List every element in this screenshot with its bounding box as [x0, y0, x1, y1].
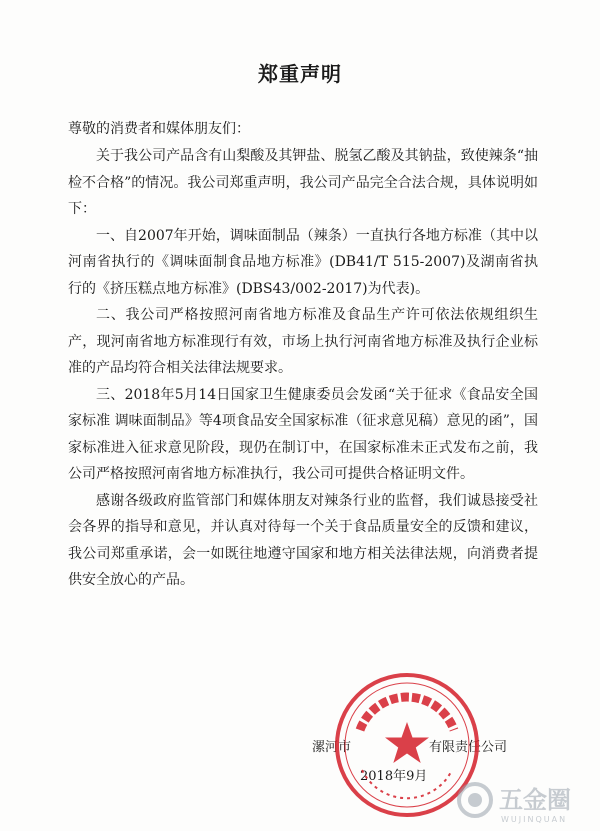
watermark-logo-icon — [455, 778, 595, 826]
paragraph-closing: 感谢各级政府监管部门和媒体朋友对辣条行业的监督，我们诚恳接受社会各界的指导和意见，并认真对待每一个关于食品质量安全的反馈和建议，我公司郑重承诺，会一如既往地遵守国家和地方相关法律法规，向消费者提供安全放心的产品。 — [68, 492, 538, 588]
paragraph-point-2: 二、我公司严格按照河南省地方标准及食品生产许可依法依规组织生产，现河南省地方标准现行有效，市场上执行河南省地方标准及执行企业标准的产品均符合相关法律法规要求。 — [68, 307, 538, 376]
watermark-sub: WUJINQUAN — [501, 815, 568, 824]
watermark-brand: 五金圈 — [499, 786, 571, 814]
salutation: 尊敬的消费者和媒体朋友们： — [68, 121, 250, 137]
paragraph-point-3: 三、2018年5月14日国家卫生健康委员会发函“关于征求《食品安全国家标准 调味面制品》等4项食品安全国家标准（征求意见稿）意见的函”，国家标准进入征求意见阶段，现仍在制订中，在国家标准未正式发布之前，我公司严格按照河南省地方标准执行，我公司可提供合格证明文件。 — [68, 386, 538, 482]
signature-date: 2018年9月 — [360, 769, 428, 784]
signature-end: 有限责任公司 — [429, 740, 508, 755]
paragraph-point-1: 一、自2007年开始，调味面制品（辣条）一直执行各地方标准（其中以河南省执行的《调味面制食品地方标准》(DB41/T 515-2007)及湖南省执行的《挤压糕点地方标准》(DBS43/002-2017)为代表)。 — [68, 227, 538, 297]
signature-start: 漯河市 — [312, 740, 352, 755]
paragraph-intro: 关于我公司产品含有山梨酸及其钾盐、脱氢乙酸及其钠盐，致使辣条“抽检不合格”的情况。我公司郑重声明，我公司产品完全合法合规，具体说明如下： — [68, 148, 538, 217]
document-body — [68, 143, 538, 594]
document-title: 郑重声明 — [258, 62, 342, 86]
